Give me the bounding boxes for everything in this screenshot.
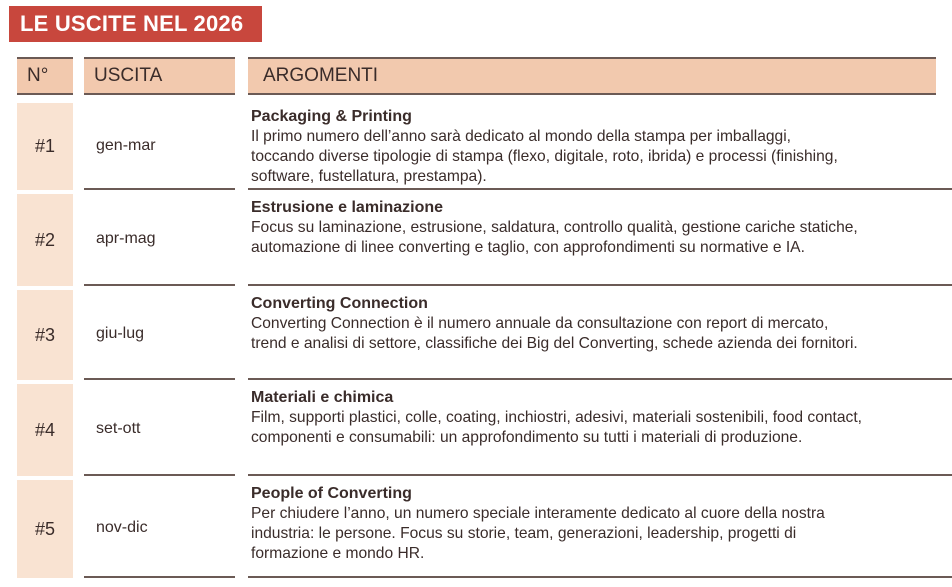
issue-topic-title: Converting Connection	[251, 295, 428, 312]
issue-topic-3	[248, 290, 952, 380]
issue-topic-5	[248, 480, 952, 578]
issue-number-1: #1	[17, 103, 73, 190]
issue-topic-title: People of Converting	[251, 485, 412, 502]
issue-topic-description: Il primo numero dell’anno sarà dedicato al mondo della stampa per imballaggi, toccando diverse tipologie di stampa (flexo, digitale, roto, ibrida) e processi (finishing, software, fustellatura, prestampa).	[251, 128, 838, 185]
issue-number-2: #2	[17, 194, 73, 286]
issue-topic-description: Focus su laminazione, estrusione, saldatura, controllo qualità, gestione cariche statiche, automazione di linee converting e taglio, con approfondimenti su normative e IA.	[251, 219, 858, 256]
issue-topic-title: Materiali e chimica	[251, 389, 394, 406]
issue-topic-1	[248, 103, 952, 190]
issue-period-3: giu-lug	[84, 290, 235, 380]
page-title: LE USCITE NEL 2026	[9, 6, 262, 42]
issue-topic-description: Film, supporti plastici, colle, coating, inchiostri, adesivi, materiali sostenibili, food contact, componenti e consumabili: un approfondimento su tutti i materiali di produzione.	[251, 409, 863, 446]
column-header-number: N°	[17, 57, 73, 95]
issue-period-5: nov-dic	[84, 480, 235, 578]
column-header-uscita: USCITA	[84, 57, 235, 95]
issue-topic-title: Packaging & Printing	[251, 108, 412, 125]
issue-topic-title: Estrusione e laminazione	[251, 199, 444, 216]
issue-period-2: apr-mag	[84, 194, 235, 286]
issue-period-4: set-ott	[84, 384, 235, 476]
issue-topic-description: Per chiudere l’anno, un numero speciale interamente dedicato al cuore della nostra industria: le persone. Focus su storie, team, generazioni, leadership, progetti di formazione e mondo HR.	[251, 505, 825, 562]
issue-topic-description: Converting Connection è il numero annuale da consultazione con report di mercato, trend e analisi di settore, classifiche dei Big del Converting, schede azienda dei fornitori.	[251, 315, 858, 352]
issue-topic-4	[248, 384, 952, 476]
issue-number-5: #5	[17, 480, 73, 578]
issue-number-3: #3	[17, 290, 73, 380]
issue-number-4: #4	[17, 384, 73, 476]
column-header-argomenti: ARGOMENTI	[248, 57, 936, 95]
issue-period-1: gen-mar	[84, 103, 235, 190]
issue-topic-2	[248, 194, 952, 286]
